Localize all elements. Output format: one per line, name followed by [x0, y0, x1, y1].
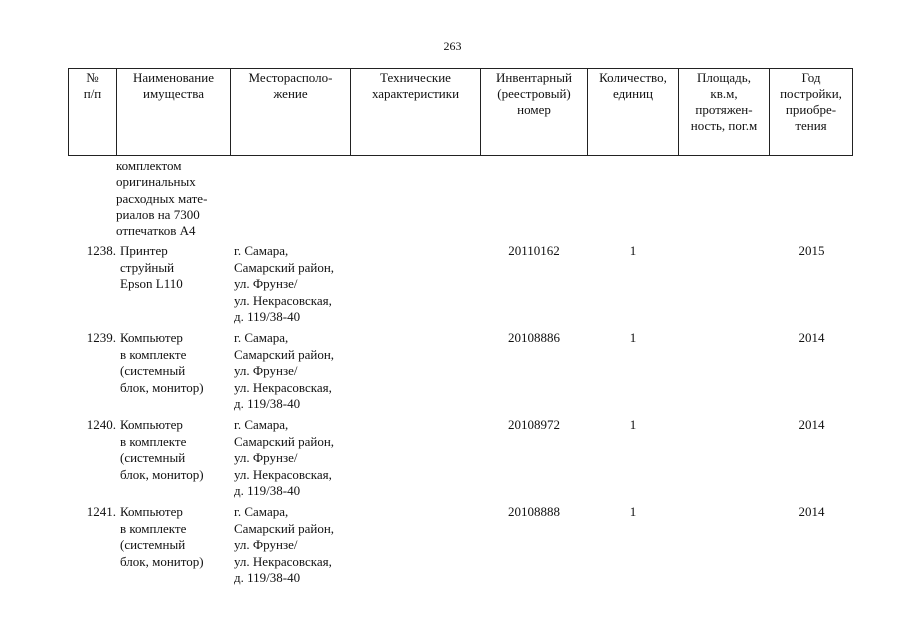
header-col-tech	[351, 69, 481, 155]
text-line: блок, монитор)	[120, 553, 204, 569]
header-text: протяжен-	[695, 102, 753, 117]
header-text: кв.м,	[710, 86, 738, 101]
text-line: в комплекте	[120, 520, 187, 536]
header-text: Наименование	[133, 70, 214, 85]
header-text: жение	[273, 86, 308, 101]
year: 2014	[798, 417, 825, 432]
text-line: ул. Фрунзе/	[234, 276, 298, 291]
row-number: 1239.	[86, 330, 116, 345]
header-text: единиц	[612, 86, 654, 101]
item-location	[234, 330, 354, 413]
text-line: струйный	[120, 259, 175, 275]
text-line: Самарский район,	[234, 433, 335, 449]
year: 2014	[798, 504, 825, 519]
header-col-number	[69, 69, 117, 155]
row-number: 1241.	[86, 504, 116, 519]
text-line: Самарский район,	[234, 259, 335, 275]
quantity: 1	[629, 330, 637, 345]
page-number: 263	[443, 39, 462, 53]
header-text: Инвентарный	[496, 70, 572, 85]
header-text: имущества	[143, 86, 204, 101]
text-line: ул. Некрасовская,	[234, 379, 332, 395]
header-text: Месторасполо-	[248, 70, 333, 85]
text-line: г. Самара,	[234, 243, 289, 258]
text-line: комплектом	[116, 158, 182, 173]
year: 2015	[798, 243, 825, 258]
text-line: ул. Фрунзе/	[234, 450, 298, 465]
header-text: ность, пог.м	[690, 118, 758, 133]
inventory-number: 20108972	[508, 417, 560, 432]
text-line: расходных мате-	[116, 190, 208, 206]
text-line: (системный	[120, 450, 186, 465]
text-line: ул. Некрасовская,	[234, 292, 332, 308]
header-text: №	[86, 70, 99, 85]
text-line: ул. Некрасовская,	[234, 553, 332, 569]
header-col-location	[231, 69, 351, 155]
text-line: д. 119/38-40	[234, 396, 301, 411]
header-col-inventory	[481, 69, 588, 155]
text-line: д. 119/38-40	[234, 309, 301, 324]
text-line: Epson L110	[120, 276, 183, 291]
header-text: п/п	[83, 86, 102, 101]
header-col-name	[117, 69, 231, 155]
text-line: в комплекте	[120, 346, 187, 362]
quantity: 1	[629, 417, 637, 432]
text-line: ул. Некрасовская,	[234, 466, 332, 482]
text-line: (системный	[120, 363, 186, 378]
header-text: тения	[795, 118, 827, 133]
header-col-area	[679, 69, 770, 155]
header-col-quantity	[588, 69, 679, 155]
text-line: оригинальных	[116, 174, 196, 190]
inventory-number: 20110162	[508, 243, 560, 258]
item-name	[120, 243, 232, 293]
text-line: ул. Фрунзе/	[234, 363, 298, 378]
continued-cell-text	[116, 158, 231, 239]
text-line: д. 119/38-40	[234, 570, 301, 585]
item-name	[120, 330, 232, 396]
header-text: постройки,	[780, 86, 842, 101]
text-line: блок, монитор)	[120, 466, 204, 482]
text-line: д. 119/38-40	[234, 483, 301, 498]
header-col-year	[770, 69, 852, 155]
header-text: характеристики	[371, 86, 460, 101]
inventory-number: 20108886	[508, 330, 560, 345]
row-number: 1240.	[86, 417, 116, 432]
header-text: Площадь,	[697, 70, 751, 85]
year: 2014	[798, 330, 825, 345]
text-line: блок, монитор)	[120, 379, 204, 395]
row-number: 1238.	[86, 243, 116, 258]
item-location	[234, 417, 354, 500]
text-line: риалов на 7300	[116, 206, 200, 222]
text-line: в комплекте	[120, 433, 187, 449]
header-text: Год	[801, 70, 821, 85]
item-location	[234, 504, 354, 587]
text-line: ул. Фрунзе/	[234, 537, 298, 552]
text-line: Принтер	[120, 243, 168, 258]
quantity: 1	[629, 243, 637, 258]
text-line: Самарский район,	[234, 520, 335, 536]
text-line: Самарский район,	[234, 346, 335, 362]
header-text: приобре-	[785, 102, 837, 117]
header-text: Технические	[380, 70, 451, 85]
text-line: Компьютер	[120, 504, 183, 519]
text-line: г. Самара,	[234, 504, 289, 519]
item-name	[120, 504, 232, 570]
text-line: г. Самара,	[234, 417, 289, 432]
text-line: отпечатков А4	[116, 223, 196, 239]
item-location	[234, 243, 354, 326]
text-line: Компьютер	[120, 417, 183, 432]
header-text: номер	[517, 102, 551, 117]
quantity: 1	[629, 504, 637, 519]
text-line: г. Самара,	[234, 330, 289, 345]
table-header	[68, 68, 853, 156]
header-text: Количество,	[599, 70, 667, 85]
item-name	[120, 417, 232, 483]
inventory-number: 20108888	[508, 504, 560, 519]
text-line: Компьютер	[120, 330, 183, 345]
text-line: (системный	[120, 537, 186, 552]
header-text: (реестровый)	[497, 86, 571, 101]
